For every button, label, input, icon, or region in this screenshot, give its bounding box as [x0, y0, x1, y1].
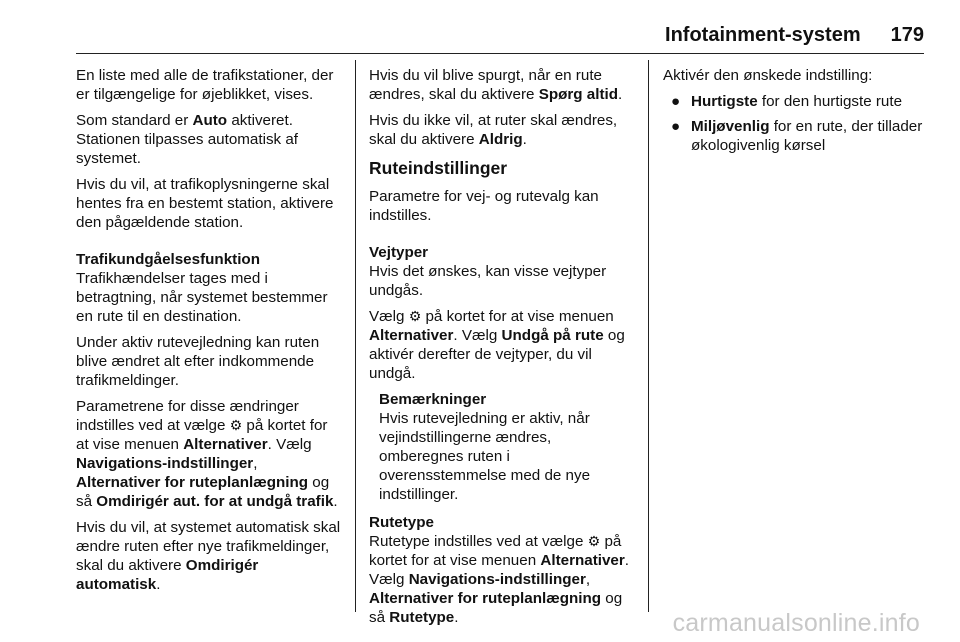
- page-header: [76, 24, 924, 54]
- heading-route-settings: Ruteindstillinger: [369, 158, 508, 178]
- paragraph-route-change: Under aktiv rutevejledning kan ruten blive ændret alt efter indkommende trafikmeldinger.: [76, 334, 320, 389]
- paragraph-never: Hvis du ikke vil, at ruter skal ændres, skal du aktivere Aldrig.: [369, 112, 618, 148]
- subheading-route-type: Rutetype: [369, 514, 434, 531]
- paragraph-parameters: Parametrene for disse ændringer indstilles ved at vælge ⚙ på kortet for at vise menuen Alternativer. Vælg Navigations-indstillinger, Alternativer for ruteplanlægning og så Omdirigér aut. for at undgå trafik.: [76, 398, 338, 510]
- watermark: carmanualsonline.info: [672, 609, 920, 637]
- paragraph-auto-reroute: Hvis du vil, at systemet automatisk skal ændre ruten efter nye trafikmeldinger, skal du aktivere Omdirigér automatisk.: [76, 519, 341, 593]
- settings-gear-icon: ⚙: [408, 308, 422, 324]
- subheading-road-types: Vejtyper: [369, 244, 429, 261]
- column-2: [369, 66, 637, 634]
- list-item: ● Hurtigste for den hurtigste rute: [671, 93, 903, 110]
- column-divider-right: [648, 60, 649, 612]
- paragraph-avoid-on-route: Vælg ⚙ på kortet for at vise menuen Alternativer. Vælg Undgå på rute og aktivér derefter de vejtyper, du vil undgå.: [369, 308, 625, 382]
- route-type-options: [663, 92, 929, 155]
- settings-gear-icon: ⚙: [229, 417, 243, 433]
- paragraph-avoid-roads: Hvis det ønskes, kan visse vejtyper undgås.: [369, 263, 607, 299]
- paragraph-always-ask: Hvis du vil blive spurgt, når en rute ændres, skal du aktivere Spørg altid.: [369, 67, 623, 103]
- paragraph-traffic-events: Trafikhændelser tages med i betragtning, når systemet bestemmer en rute til en destination.: [76, 270, 328, 325]
- header-title: Infotainment-system: [665, 24, 861, 46]
- option-auto: Auto: [192, 112, 228, 129]
- paragraph-activate-setting: Aktivér den ønskede indstilling:: [663, 67, 873, 84]
- paragraph-route-parameters: Parametre for vej- og rutevalg kan indstilles.: [369, 188, 599, 224]
- page-number: 179: [890, 24, 924, 46]
- settings-gear-icon: ⚙: [587, 533, 601, 549]
- paragraph-specific-station: Hvis du vil, at trafikoplysningerne skal hentes fra en bestemt station, aktivere den pågældende station.: [76, 176, 334, 231]
- note-text: Hvis rutevejledning er aktiv, når vejindstillingerne ændres, omberegnes ruten i overensstemmelse med de nye indstillinger.: [379, 410, 591, 503]
- list-item: ● Miljøvenlig for en rute, der tillader økologivenlig kørsel: [671, 118, 923, 154]
- subheading-traffic-avoidance: Trafikundgåelsesfunktion: [76, 251, 260, 268]
- header-divider: [76, 53, 924, 54]
- note-box: [369, 390, 637, 504]
- bullet-icon: ●: [671, 118, 681, 135]
- bullet-icon: ●: [671, 93, 681, 110]
- column-3: [663, 66, 929, 161]
- column-1: [76, 66, 344, 601]
- paragraph-station-list: En liste med alle de trafikstationer, der er tilgængelige for øjeblikket, vises.: [76, 67, 334, 103]
- column-divider-left: [355, 60, 356, 612]
- note-title: Bemærkninger: [379, 391, 487, 408]
- paragraph-route-type: Rutetype indstilles ved at vælge ⚙ på kortet for at vise menuen Alternativer. Vælg Navigations-indstillinger, Alternativer for ruteplanlægning og så Rutetype.: [369, 533, 630, 626]
- paragraph-auto-default: Som standard er Auto aktiveret. Stationen tilpasses automatisk af systemet.: [76, 112, 299, 167]
